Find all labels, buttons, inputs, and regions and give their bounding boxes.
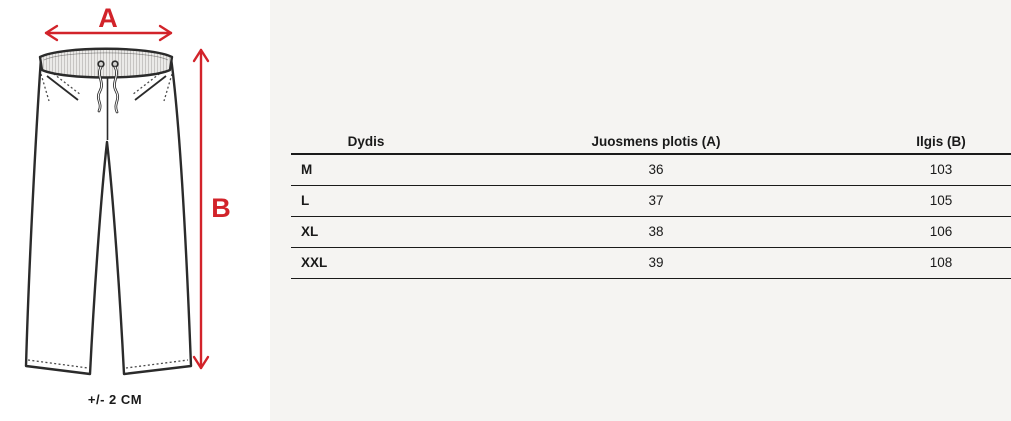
cell-waist: 38 [441,216,871,247]
cell-waist: 37 [441,185,871,216]
pants-body [26,58,191,374]
column-header-size: Dydis [291,130,441,154]
tolerance-note: +/- 2 CM [87,392,143,407]
cell-waist: 36 [441,154,871,185]
table-row [291,216,1011,247]
dimension-label-a: A [98,3,118,33]
cell-size: M [291,154,441,185]
garment-diagram-panel [0,0,270,421]
table-row [291,154,1011,185]
table-row [291,247,1011,278]
column-header-waist-width: Juosmens plotis (A) [441,130,871,154]
header-row [291,130,1011,154]
cell-length: 108 [871,247,1011,278]
pants-line-drawing [0,0,270,421]
cell-waist: 39 [441,247,871,278]
dimension-label-b: B [211,193,231,223]
cell-length: 103 [871,154,1011,185]
column-header-length: Ilgis (B) [871,130,1011,154]
waistband [40,49,172,78]
cell-size: XXL [291,247,441,278]
table-row [291,185,1011,216]
size-table-panel [270,0,1011,421]
cell-size: L [291,185,441,216]
cell-size: XL [291,216,441,247]
cell-length: 105 [871,185,1011,216]
length-dimension-arrow [194,50,208,368]
cell-length: 106 [871,216,1011,247]
size-chart-table [291,130,1011,279]
